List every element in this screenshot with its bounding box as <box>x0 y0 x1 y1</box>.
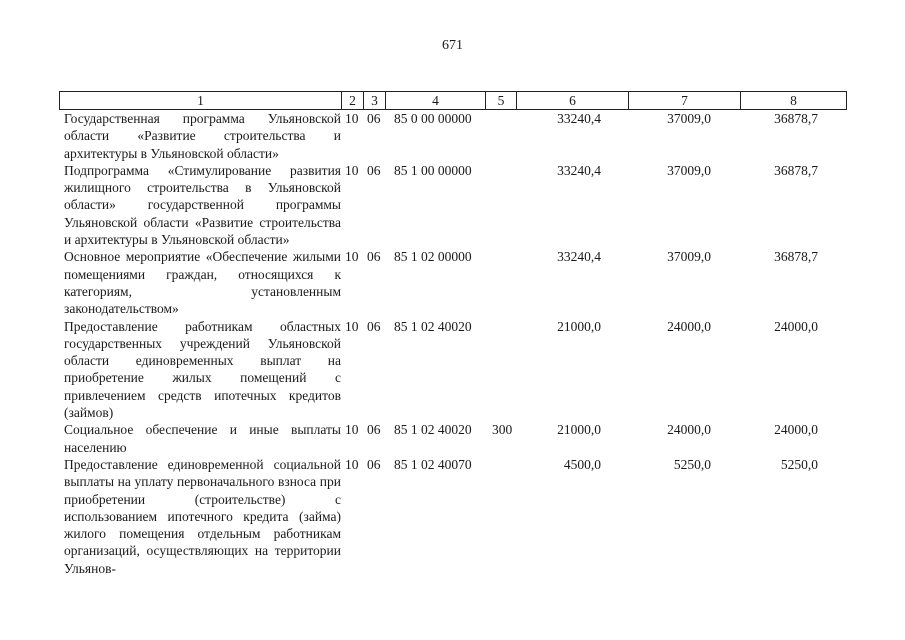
row-amount-1: 33240,4 <box>557 249 601 265</box>
table-row <box>59 162 849 248</box>
row-amount-1: 33240,4 <box>557 111 601 126</box>
row-expense-type: 300 <box>492 422 513 438</box>
row-amount-3: 24000,0 <box>774 422 818 438</box>
header-col-1: 1 <box>60 92 342 110</box>
table-row <box>59 248 849 317</box>
row-amount-2: 37009,0 <box>667 162 711 178</box>
row-name: Предоставление единовременной социальной выплаты на уплату первоначального взноса при приобретении (строительстве) с использованием ипотечного кредита (займа) жилого помещения отдельным работникам организаций, осуществляющих на территории Ульянов- <box>64 456 341 576</box>
header-col-6: 6 <box>517 92 629 110</box>
row-subsection: 06 <box>367 249 381 265</box>
row-amount-2: 5250,0 <box>673 456 711 472</box>
row-target-article: 85 1 00 00000 <box>394 162 472 178</box>
table-row <box>59 110 849 162</box>
header-col-8: 8 <box>741 92 847 110</box>
header-col-3: 3 <box>364 92 386 110</box>
row-subsection: 06 <box>367 318 381 334</box>
row-name: Социальное обеспечение и иные выплаты населению <box>64 422 341 455</box>
page-number: 671 <box>442 38 463 53</box>
row-subsection: 06 <box>367 422 381 438</box>
row-name: Предоставление работникам областных государственных учреждений Ульяновской области единовременных выплат на приобретение жилых помещений с привлечением средств ипотечных кредитов (займов) <box>64 318 341 421</box>
row-subsection: 06 <box>367 162 381 178</box>
row-section: 10 <box>345 249 359 265</box>
budget-table-body <box>59 110 849 577</box>
row-name: Основное мероприятие «Обеспечение жилыми помещениями граждан, относящихся к категориям, установленным законодательством» <box>64 249 341 317</box>
row-section: 10 <box>345 111 359 126</box>
column-number-header <box>59 91 847 110</box>
row-target-article: 85 1 02 40020 <box>394 422 472 438</box>
table-row <box>59 421 849 456</box>
row-amount-2: 24000,0 <box>667 318 711 334</box>
row-target-article: 85 1 02 40020 <box>394 318 472 334</box>
row-amount-2: 24000,0 <box>667 422 711 438</box>
table-row <box>59 456 849 577</box>
row-amount-3: 36878,7 <box>774 162 818 178</box>
row-subsection: 06 <box>367 456 381 472</box>
row-target-article: 85 1 02 40070 <box>394 456 472 472</box>
row-amount-1: 33240,4 <box>557 162 601 178</box>
row-amount-3: 36878,7 <box>774 111 818 126</box>
row-amount-1: 4500,0 <box>563 456 601 472</box>
header-col-4: 4 <box>386 92 486 110</box>
row-amount-2: 37009,0 <box>667 111 711 126</box>
table-row <box>59 318 849 422</box>
row-amount-2: 37009,0 <box>667 249 711 265</box>
row-amount-1: 21000,0 <box>557 422 601 438</box>
row-name: Подпрограмма «Стимулирование развития жилищного строительства в Ульяновской области» государственной программы Ульяновской области «Развитие строительства и архитектуры в Ульяновской области» <box>64 162 341 248</box>
row-target-article: 85 0 00 00000 <box>394 111 472 126</box>
row-target-article: 85 1 02 00000 <box>394 249 472 265</box>
row-amount-3: 24000,0 <box>774 318 818 334</box>
header-col-7: 7 <box>629 92 741 110</box>
header-col-5: 5 <box>486 92 517 110</box>
row-amount-3: 36878,7 <box>774 249 818 265</box>
row-amount-1: 21000,0 <box>557 318 601 334</box>
header-col-2: 2 <box>342 92 364 110</box>
row-section: 10 <box>345 456 359 472</box>
row-section: 10 <box>345 162 359 178</box>
row-amount-3: 5250,0 <box>780 456 818 472</box>
row-subsection: 06 <box>367 111 381 126</box>
row-section: 10 <box>345 422 359 438</box>
row-section: 10 <box>345 318 359 334</box>
row-name: Государственная программа Ульяновской области «Развитие строительства и архитектуры в Ульяновской области» <box>64 111 341 161</box>
